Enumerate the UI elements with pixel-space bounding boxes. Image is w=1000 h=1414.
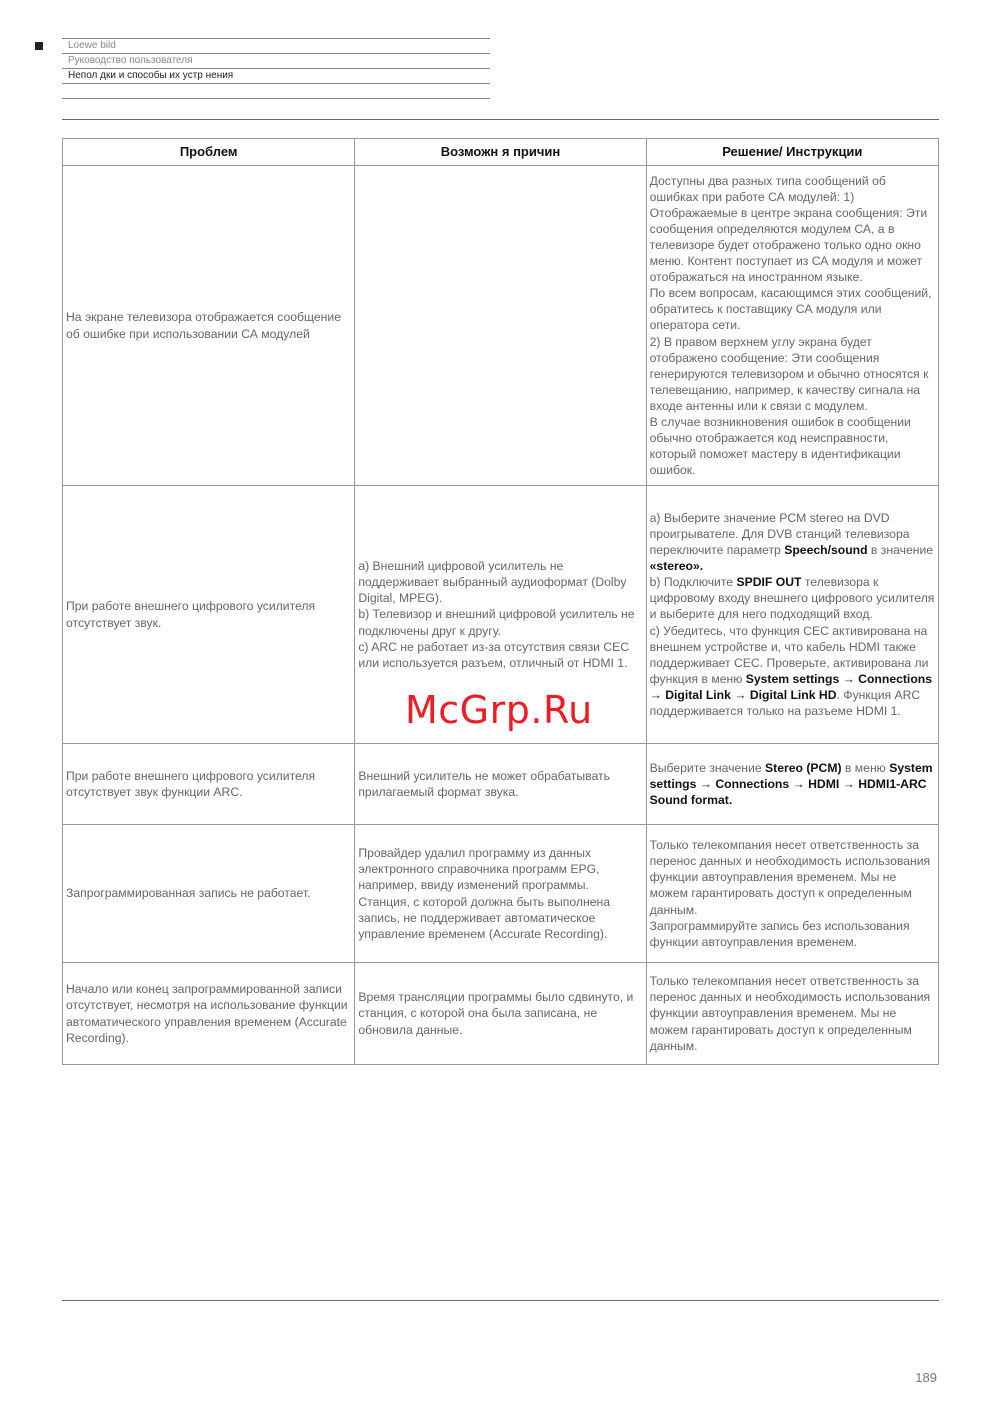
solution-paragraph: В случае возникновения ошибок в сообщении обычно отображается код неисправности, который поможет мастеру в идентификации ошибок. [649, 415, 911, 478]
solution-paragraph: Запрограммируйте запись без использования функции автоуправления временем. [649, 918, 910, 949]
solution-paragraph: c) Убедитесь, что функция CEC активирована на внешнем устройстве и, что кабель HDMI также поддерживает CEC. Проверьте, активирована ли функция в меню System settings → Connections → Digital Link → Digital Link HD. Функция ARC поддерживается только на разъеме HDMI 1. [649, 623, 932, 719]
table-row [63, 963, 939, 1065]
cause-cell: Время трансляции программы было сдвинуто, и станция, с которой она была записана, не обновила данные. [355, 963, 646, 1065]
problem-cell: На экране телевизора отображается сообщение об ошибке при использовании СА модулей [63, 166, 355, 486]
problem-cell: При работе внешнего цифрового усилителя отсутствует звук функции ARC. [63, 744, 355, 825]
bottom-rule [62, 1300, 939, 1301]
table-header-row [63, 139, 939, 166]
solution-cell [646, 486, 938, 744]
solution-paragraph: b) Подключите SPDIF OUT телевизора к цифровому входу внешнего цифрового усилителя и выберите для него подходящий вход. [649, 575, 935, 622]
header-bullet-icon [35, 42, 43, 50]
header-divider [62, 68, 490, 69]
solution-cell: Только телекомпания несет ответственность за перенос данных и необходимость использования функции автоуправления временем. Мы не можем гарантировать доступ к определенным данным. [646, 963, 938, 1065]
troubleshooting-table [62, 138, 939, 1065]
solution-cell [646, 166, 938, 486]
header-divider [62, 83, 490, 84]
top-rule [62, 119, 939, 120]
cause-paragraph: b) Телевизор и внешний цифровой усилитель не подключены друг к другу. [358, 607, 635, 638]
solution-paragraph: а) Выберите значение PCM stereo на DVD проигрывателе. Для DVB станций телевизора переключите параметр Speech/sound в значение «stereo». [649, 510, 934, 574]
table-row [63, 744, 939, 825]
cause-paragraph: а) Внешний цифровой усилитель не поддерживает выбранный аудиоформат (Dolby Digital, MPEG). [358, 559, 627, 606]
table-row [63, 166, 939, 486]
header-section-title: Непол дки и способы их устр нения [68, 70, 234, 81]
header-solution: Решение/ Инструкции [646, 139, 938, 166]
table-row [63, 825, 939, 963]
page-number: 189 [915, 1370, 937, 1385]
solution-paragraph: Доступны два разных типа сообщений об ошибках при работе СА модулей: 1) Отображаемые в центре экрана сообщения: Эти сообщения определяются модулем СА, а в телевизоре будет отображено только одно окно меню. Контент поступает из СА модуля и может отображаться на иностранном языке. [649, 173, 928, 285]
header-problem: Проблем [63, 139, 355, 166]
header-brand: Loewe bild [68, 40, 116, 51]
cause-cell [355, 166, 646, 486]
header-divider [62, 53, 490, 54]
solution-paragraph: 2) В правом верхнем углу экрана будет отображено сообщение: Эти сообщения генерируются телевизором и обычно относятся к телевещанию, например, к качеству сигнала на входе антенны или к связи с модулем. [649, 334, 929, 413]
watermark-text: McGrp.Ru [405, 688, 593, 732]
problem-cell: При работе внешнего цифрового усилителя отсутствует звук. [63, 486, 355, 744]
problem-cell: Запрограммированная запись не работает. [63, 825, 355, 963]
solution-cell: Выберите значение Stereo (PCM) в меню System settings → Connections → HDMI → HDMI1-ARC Sound format. [646, 744, 938, 825]
cause-paragraph: c) ARC не работает из-за отсутствия связи CEC или используется разъем, отличный от HDMI 1. [358, 639, 630, 670]
cause-cell: Внешний усилитель не может обрабатывать прилагаемый формат звука. [355, 744, 646, 825]
cause-cell: Провайдер удалил программу из данных электронного справочника программ EPG, например, ввиду изменений программы. Станция, с которой должна быть выполнена запись, не поддерживает автоматическое управление временем (Accurate Recording). [355, 825, 646, 963]
header-cause: Возможн я причин [355, 139, 646, 166]
header-divider [62, 38, 490, 39]
solution-paragraph: Только телекомпания несет ответственность за перенос данных и необходимость использования функции автоуправления временем. Мы не можем гарантировать доступ к определенным данным. [649, 838, 931, 917]
solution-paragraph: По всем вопросам, касающимся этих сообщений, обратитесь к поставщику СА модуля или оператора сети. [649, 286, 932, 333]
solution-cell [646, 825, 938, 963]
header-manual-title: Руководство пользователя [68, 55, 193, 66]
header-divider [62, 98, 490, 99]
problem-cell: Начало или конец запрограммированной записи отсутствует, несмотря на использование функции автоматического управления временем (Accurate Recording). [63, 963, 355, 1065]
